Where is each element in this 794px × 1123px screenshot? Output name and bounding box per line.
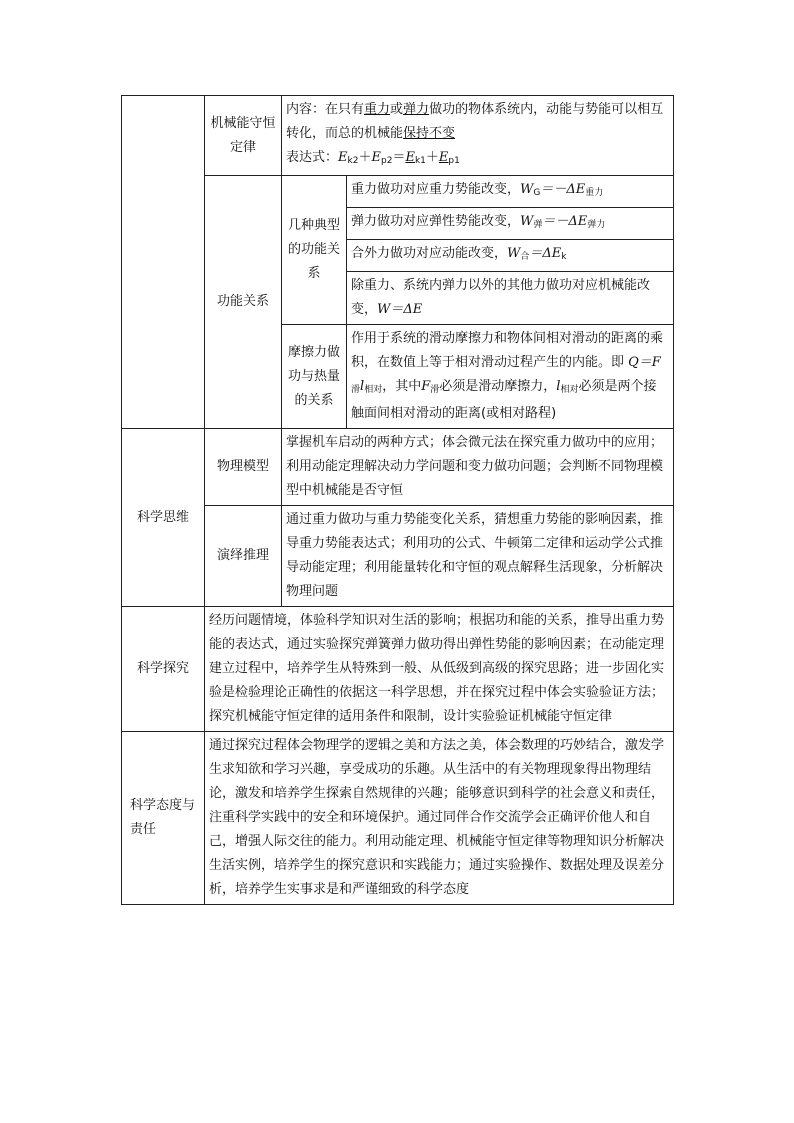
deductive-reasoning-content: 通过重力做功与重力势能变化关系，猜想重力势能的影响因素，推导重力势能表达式；利用功的公式、牛顿第二定律和运动学公式推导动能定理；利用能量转化和守恒的观点解释生活现象，分析解决物理问题 [282,506,674,607]
table-row [122,429,674,506]
table-row [122,96,674,176]
table-row [122,176,674,208]
deductive-reasoning-label: 演绎推理 [205,506,282,607]
blank-category-cell [122,96,205,429]
scientific-thinking-label: 科学思维 [122,429,205,607]
attitude-responsibility-label: 科学态度与责任 [122,732,205,905]
physical-model-content: 掌握机车启动的两种方式；体会微元法在探究重力做功中的应用；利用动能定理解决动力学问题和变力做功问题；会判断不同物理模型中机械能是否守恒 [282,429,674,506]
relation-gravity: 重力做功对应重力势能改变，$W_G=-\Delta E_{重力}$ [347,176,674,208]
work-energy-label: 功能关系 [205,176,282,429]
objectives-table [121,95,674,905]
relation-net-force: 合外力做功对应动能改变，$W_合=\Delta E_k$ [347,240,674,272]
relation-other-forces: 除重力、系统内弹力以外的其他力做功对应机械能改变，W＝ΔE [347,272,674,325]
relation-elastic: 弹力做功对应弹性势能改变，$W_弹=-\Delta E_{弹力}$ [347,208,674,240]
attitude-responsibility-content: 通过探究过程体会物理学的逻辑之美和方法之美，体会数理的巧妙结合，激发学生求知欲和学习兴趣，享受成功的乐趣。从生活中的有关物理现象得出物理结论，激发和培养学生探索自然规律的兴趣；能够意识到科学的社会意义和责任，注重科学实践中的安全和环境保护。通过同伴合作交流学会正确评价他人和自己，增强人际交往的能力。利用动能定理、机械能守恒定律等物理知识分析解决生活实例，培养学生的探究意识和实践能力；通过实验操作、数据处理及误差分析，培养学生实事求是和严谨细致的科学态度 [205,732,674,905]
table-row [122,732,674,905]
conservation-law-content: 内容：在只有重力或弹力做功的物体系统内，动能与势能可以相互转化，而总的机械能保持不变 表达式：$E_{k2}+E_{p2}=E_{k1}+E_{p1}$ [282,96,674,176]
typical-relations-label: 几种典型的功能关系 [282,176,347,325]
friction-heat-content: 作用于系统的滑动摩擦力和物体间相对滑动的距离的乘积，在数值上等于相对滑动过程产生的内能。即 $Q=F_滑l_{相对}$，其中$F_滑$必须是滑动摩擦力，$l_{相对}$必须是两个接触面间相对滑动的距离(或相对路程) [347,325,674,429]
conservation-law-label: 机械能守恒定律 [205,96,282,176]
scientific-inquiry-content: 经历问题情境，体验科学知识对生活的影响；根据功和能的关系，推导出重力势能的表达式，通过实验探究弹簧弹力做功得出弹性势能的影响因素；在动能定理建立过程中，培养学生从特殊到一般、从低级到高级的探究思路；进一步固化实验是检验理论正确性的依据这一科学思想，并在探究过程中体会实验验证方法；探究机械能守恒定律的适用条件和限制，设计实验验证机械能守恒定律 [205,607,674,732]
scientific-inquiry-label: 科学探究 [122,607,205,732]
table-row [122,607,674,732]
physical-model-label: 物理模型 [205,429,282,506]
formula-label: 表达式： [286,150,339,165]
table-row [122,506,674,607]
friction-heat-label: 摩擦力做功与热量的关系 [282,325,347,429]
